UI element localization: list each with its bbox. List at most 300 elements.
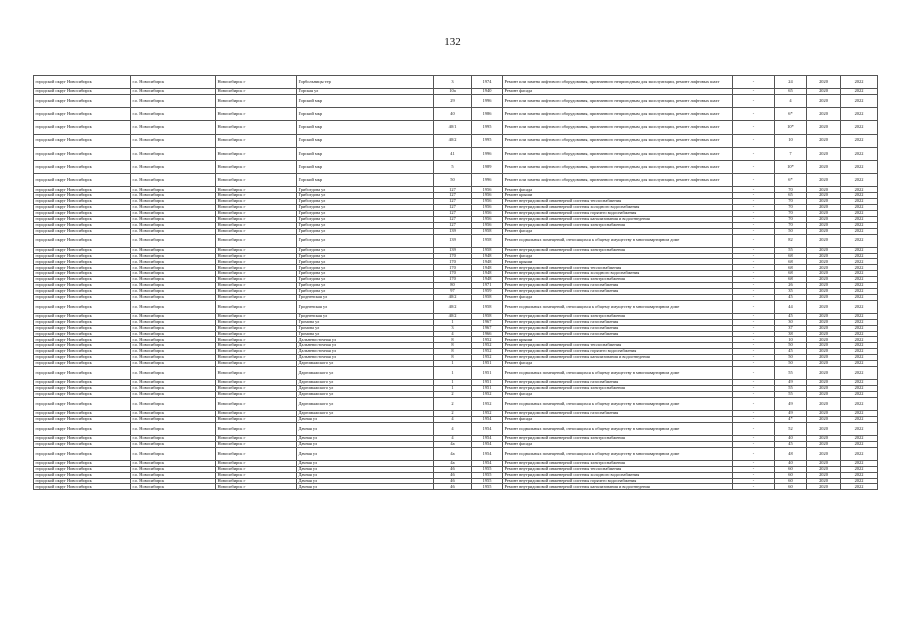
settlement-cell: Новосибирск г xyxy=(216,253,297,259)
start-year-cell: 2020 xyxy=(807,435,841,441)
start-year-cell: 2020 xyxy=(807,300,841,313)
dash-cell: - xyxy=(733,366,775,379)
dash-cell: - xyxy=(733,277,775,283)
work-type-cell: Ремонт фасада xyxy=(503,253,733,259)
end-year-cell: 2022 xyxy=(841,228,878,234)
street-cell: Дачная ул xyxy=(297,416,434,422)
work-type-cell: Ремонт внутридомовой инженерной системы теплоснабжения xyxy=(503,343,733,349)
build-year-cell: 1958 xyxy=(472,228,503,234)
municipality-cell: городской округ Новосибирск xyxy=(34,380,131,386)
wear-percent-cell: 10* xyxy=(775,121,807,134)
build-year-cell: 1954 xyxy=(472,460,503,466)
end-year-cell: 2022 xyxy=(841,216,878,222)
municipality-cell: городской округ Новосибирск xyxy=(34,466,131,472)
settlement-cell: Новосибирск г xyxy=(216,478,297,484)
wear-percent-cell: 30 xyxy=(775,319,807,325)
district-cell: г.о. Новосибирск xyxy=(131,161,216,174)
settlement-cell: Новосибирск г xyxy=(216,247,297,253)
street-cell: Гродненская ул xyxy=(297,300,434,313)
municipality-cell: городской округ Новосибирск xyxy=(34,441,131,447)
settlement-cell: Новосибирск г xyxy=(216,277,297,283)
municipality-cell: городской округ Новосибирск xyxy=(34,325,131,331)
dash-cell: - xyxy=(733,361,775,367)
house-number-cell: 139 xyxy=(434,247,472,253)
settlement-cell: Новосибирск г xyxy=(216,288,297,294)
municipality-cell: городской округ Новосибирск xyxy=(34,447,131,460)
start-year-cell: 2020 xyxy=(807,253,841,259)
dash-cell: - xyxy=(733,187,775,193)
dash-cell: - xyxy=(733,228,775,234)
settlement-cell: Новосибирск г xyxy=(216,416,297,422)
district-cell: г.о. Новосибирск xyxy=(131,422,216,435)
wear-percent-cell: 40 xyxy=(775,435,807,441)
house-number-cell: 8 xyxy=(434,337,472,343)
dash-cell: - xyxy=(733,313,775,319)
street-cell: Грибоедова ул xyxy=(297,259,434,265)
settlement-cell: Новосибирск г xyxy=(216,205,297,211)
district-cell: г.о. Новосибирск xyxy=(131,95,216,108)
street-cell: Грибоедова ул xyxy=(297,271,434,277)
work-type-cell: Ремонт или замена лифтового оборудования, признанного непригодным для эксплуатации, ремонт лифтовых шахт xyxy=(503,174,733,187)
house-number-cell: 46 xyxy=(434,472,472,478)
district-cell: г.о. Новосибирск xyxy=(131,397,216,410)
wear-percent-cell: 60 xyxy=(775,478,807,484)
end-year-cell: 2022 xyxy=(841,416,878,422)
dash-cell: - xyxy=(733,247,775,253)
end-year-cell: 2022 xyxy=(841,391,878,397)
municipality-cell: городской округ Новосибирск xyxy=(34,95,131,108)
district-cell: г.о. Новосибирск xyxy=(131,147,216,160)
street-cell: Даргомыжского ул xyxy=(297,386,434,392)
settlement-cell: Новосибирск г xyxy=(216,337,297,343)
settlement-cell: Новосибирск г xyxy=(216,331,297,337)
settlement-cell: Новосибирск г xyxy=(216,325,297,331)
work-type-cell: Ремонт фасада xyxy=(503,441,733,447)
end-year-cell: 2022 xyxy=(841,265,878,271)
house-number-cell: 1 xyxy=(434,386,472,392)
end-year-cell: 2022 xyxy=(841,300,878,313)
start-year-cell: 2020 xyxy=(807,147,841,160)
settlement-cell: Новосибирск г xyxy=(216,228,297,234)
municipality-cell: городской округ Новосибирск xyxy=(34,472,131,478)
street-cell: Даргомыжского ул xyxy=(297,366,434,379)
settlement-cell: Новосибирск г xyxy=(216,410,297,416)
wear-percent-cell: 60 xyxy=(775,484,807,490)
start-year-cell: 2020 xyxy=(807,466,841,472)
house-number-cell: 40/2 xyxy=(434,294,472,300)
work-type-cell: Ремонт внутридомовой инженерной системы холодного водоснабжения xyxy=(503,271,733,277)
work-type-cell: Ремонт крыши xyxy=(503,259,733,265)
work-type-cell: Ремонт подвальных помещений, относящихся к общему имуществу в многоквартирном доме xyxy=(503,300,733,313)
dash-cell: - xyxy=(733,441,775,447)
end-year-cell: 2022 xyxy=(841,478,878,484)
wear-percent-cell: 68 xyxy=(775,259,807,265)
start-year-cell: 2020 xyxy=(807,216,841,222)
settlement-cell: Новосибирск г xyxy=(216,95,297,108)
house-number-cell: 4а xyxy=(434,441,472,447)
dash-cell: - xyxy=(733,337,775,343)
wear-percent-cell: 55 xyxy=(775,247,807,253)
street-cell: Грибоедова ул xyxy=(297,199,434,205)
street-cell: Даргомыжского ул xyxy=(297,397,434,410)
wear-percent-cell: 26 xyxy=(775,283,807,289)
end-year-cell: 2022 xyxy=(841,205,878,211)
dash-cell: - xyxy=(733,294,775,300)
house-number-cell: 170 xyxy=(434,271,472,277)
house-number-cell: 4 xyxy=(434,416,472,422)
end-year-cell: 2022 xyxy=(841,199,878,205)
build-year-cell: 1989 xyxy=(472,161,503,174)
municipality-cell: городской округ Новосибирск xyxy=(34,484,131,490)
wear-percent-cell: 10 xyxy=(775,337,807,343)
district-cell: г.о. Новосибирск xyxy=(131,435,216,441)
settlement-cell: Новосибирск г xyxy=(216,355,297,361)
start-year-cell: 2020 xyxy=(807,416,841,422)
district-cell: г.о. Новосибирск xyxy=(131,193,216,199)
dash-cell: - xyxy=(733,478,775,484)
start-year-cell: 2020 xyxy=(807,366,841,379)
settlement-cell: Новосибирск г xyxy=(216,466,297,472)
street-cell: Дачная ул xyxy=(297,435,434,441)
dash-cell: - xyxy=(733,265,775,271)
district-cell: г.о. Новосибирск xyxy=(131,478,216,484)
house-number-cell: 139 xyxy=(434,234,472,247)
build-year-cell: 1940 xyxy=(472,89,503,95)
wear-percent-cell: 68 xyxy=(775,253,807,259)
wear-percent-cell: 70 xyxy=(775,216,807,222)
street-cell: Даргомыжского ул xyxy=(297,410,434,416)
start-year-cell: 2020 xyxy=(807,343,841,349)
work-type-cell: Ремонт внутридомовой инженерной системы канализования и водоотведения xyxy=(503,216,733,222)
municipality-cell: городской округ Новосибирск xyxy=(34,253,131,259)
end-year-cell: 2022 xyxy=(841,95,878,108)
wear-percent-cell: 4* xyxy=(775,416,807,422)
end-year-cell: 2022 xyxy=(841,466,878,472)
municipality-cell: городской округ Новосибирск xyxy=(34,187,131,193)
wear-percent-cell: 50 xyxy=(775,355,807,361)
end-year-cell: 2022 xyxy=(841,193,878,199)
house-number-cell: 170 xyxy=(434,259,472,265)
wear-percent-cell: 10* xyxy=(775,161,807,174)
municipality-cell: городской округ Новосибирск xyxy=(34,435,131,441)
district-cell: г.о. Новосибирск xyxy=(131,121,216,134)
table-body xyxy=(34,76,878,490)
table-row xyxy=(34,121,878,134)
municipality-cell: городской округ Новосибирск xyxy=(34,355,131,361)
build-year-cell: 1952 xyxy=(472,343,503,349)
street-cell: Горский мкр xyxy=(297,134,434,147)
build-year-cell: 1958 xyxy=(472,247,503,253)
house-number-cell: 1 xyxy=(434,361,472,367)
end-year-cell: 2022 xyxy=(841,288,878,294)
work-type-cell: Ремонт подвальных помещений, относящихся к общему имуществу в многоквартирном доме xyxy=(503,397,733,410)
municipality-cell: городской округ Новосибирск xyxy=(34,216,131,222)
build-year-cell: 1948 xyxy=(472,259,503,265)
end-year-cell: 2022 xyxy=(841,210,878,216)
district-cell: г.о. Новосибирск xyxy=(131,199,216,205)
municipality-cell: городской округ Новосибирск xyxy=(34,410,131,416)
wear-percent-cell: 55 xyxy=(775,366,807,379)
district-cell: г.о. Новосибирск xyxy=(131,277,216,283)
street-cell: Дачная ул xyxy=(297,447,434,460)
dash-cell: - xyxy=(733,89,775,95)
district-cell: г.о. Новосибирск xyxy=(131,410,216,416)
build-year-cell: 1958 xyxy=(472,300,503,313)
dash-cell: - xyxy=(733,205,775,211)
table-row xyxy=(34,134,878,147)
table-row xyxy=(34,422,878,435)
table-row xyxy=(34,366,878,379)
street-cell: Горский мкр xyxy=(297,161,434,174)
street-cell: Горбольницы тер xyxy=(297,76,434,89)
house-number-cell: 80 xyxy=(434,283,472,289)
start-year-cell: 2020 xyxy=(807,313,841,319)
wear-percent-cell: 68 xyxy=(775,265,807,271)
street-cell: Дачная ул xyxy=(297,478,434,484)
end-year-cell: 2022 xyxy=(841,380,878,386)
work-type-cell: Ремонт внутридомовой инженерной системы холодного водоснабжения xyxy=(503,472,733,478)
district-cell: г.о. Новосибирск xyxy=(131,331,216,337)
street-cell: Горская ул xyxy=(297,89,434,95)
start-year-cell: 2020 xyxy=(807,319,841,325)
street-cell: Дачная ул xyxy=(297,441,434,447)
district-cell: г.о. Новосибирск xyxy=(131,391,216,397)
table-row xyxy=(34,147,878,160)
wear-percent-cell: 55 xyxy=(775,391,807,397)
dash-cell: - xyxy=(733,121,775,134)
dash-cell: - xyxy=(733,134,775,147)
settlement-cell: Новосибирск г xyxy=(216,349,297,355)
house-number-cell: 46 xyxy=(434,484,472,490)
build-year-cell: 1974 xyxy=(472,76,503,89)
start-year-cell: 2020 xyxy=(807,484,841,490)
district-cell: г.о. Новосибирск xyxy=(131,343,216,349)
work-type-cell: Ремонт или замена лифтового оборудования, признанного непригодным для эксплуатации, ремонт лифтовых шахт xyxy=(503,108,733,121)
dash-cell: - xyxy=(733,484,775,490)
street-cell: Громова ул xyxy=(297,319,434,325)
end-year-cell: 2022 xyxy=(841,447,878,460)
table-row xyxy=(34,447,878,460)
build-year-cell: 1954 xyxy=(472,441,503,447)
end-year-cell: 2022 xyxy=(841,108,878,121)
build-year-cell: 1954 xyxy=(472,435,503,441)
house-number-cell: 139 xyxy=(434,228,472,234)
street-cell: Дальневосточная ул xyxy=(297,349,434,355)
build-year-cell: 1996 xyxy=(472,95,503,108)
start-year-cell: 2020 xyxy=(807,121,841,134)
settlement-cell: Новосибирск г xyxy=(216,199,297,205)
district-cell: г.о. Новосибирск xyxy=(131,259,216,265)
wear-percent-cell: 60 xyxy=(775,466,807,472)
house-number-cell: 40 xyxy=(434,108,472,121)
start-year-cell: 2020 xyxy=(807,134,841,147)
work-type-cell: Ремонт внутридомовой инженерной системы электроснабжения xyxy=(503,386,733,392)
start-year-cell: 2020 xyxy=(807,247,841,253)
house-number-cell: 127 xyxy=(434,187,472,193)
wear-percent-cell: 48 xyxy=(775,447,807,460)
street-cell: Дачная ул xyxy=(297,472,434,478)
municipality-cell: городской округ Новосибирск xyxy=(34,386,131,392)
dash-cell: - xyxy=(733,161,775,174)
house-number-cell: 170 xyxy=(434,265,472,271)
district-cell: г.о. Новосибирск xyxy=(131,234,216,247)
end-year-cell: 2022 xyxy=(841,366,878,379)
build-year-cell: 1956 xyxy=(472,187,503,193)
house-number-cell: 97 xyxy=(434,288,472,294)
build-year-cell: 1952 xyxy=(472,355,503,361)
house-number-cell: 2 xyxy=(434,391,472,397)
settlement-cell: Новосибирск г xyxy=(216,472,297,478)
build-year-cell: 1971 xyxy=(472,283,503,289)
start-year-cell: 2020 xyxy=(807,386,841,392)
work-type-cell: Ремонт внутридомовой инженерной системы газоснабжения xyxy=(503,288,733,294)
start-year-cell: 2020 xyxy=(807,380,841,386)
district-cell: г.о. Новосибирск xyxy=(131,76,216,89)
dash-cell: - xyxy=(733,76,775,89)
settlement-cell: Новосибирск г xyxy=(216,294,297,300)
dash-cell: - xyxy=(733,222,775,228)
dash-cell: - xyxy=(733,319,775,325)
settlement-cell: Новосибирск г xyxy=(216,343,297,349)
house-number-cell: 4 xyxy=(434,435,472,441)
settlement-cell: Новосибирск г xyxy=(216,422,297,435)
wear-percent-cell: 45 xyxy=(775,313,807,319)
work-type-cell: Ремонт внутридомовой инженерной системы горячего водоснабжения xyxy=(503,349,733,355)
build-year-cell: 1952 xyxy=(472,410,503,416)
settlement-cell: Новосибирск г xyxy=(216,193,297,199)
district-cell: г.о. Новосибирск xyxy=(131,325,216,331)
municipality-cell: городской округ Новосибирск xyxy=(34,277,131,283)
wear-percent-cell: 82 xyxy=(775,234,807,247)
start-year-cell: 2020 xyxy=(807,161,841,174)
municipality-cell: городской округ Новосибирск xyxy=(34,319,131,325)
start-year-cell: 2020 xyxy=(807,472,841,478)
work-type-cell: Ремонт внутридомовой инженерной системы теплоснабжения xyxy=(503,265,733,271)
district-cell: г.о. Новосибирск xyxy=(131,466,216,472)
work-type-cell: Ремонт внутридомовой инженерной системы канализования и водоотведения xyxy=(503,355,733,361)
settlement-cell: Новосибирск г xyxy=(216,234,297,247)
dash-cell: - xyxy=(733,199,775,205)
end-year-cell: 2022 xyxy=(841,386,878,392)
house-number-cell: 127 xyxy=(434,193,472,199)
build-year-cell: 1954 xyxy=(472,416,503,422)
house-number-cell: 40/2 xyxy=(434,300,472,313)
start-year-cell: 2020 xyxy=(807,331,841,337)
end-year-cell: 2022 xyxy=(841,174,878,187)
dash-cell: - xyxy=(733,331,775,337)
settlement-cell: Новосибирск г xyxy=(216,134,297,147)
district-cell: г.о. Новосибирск xyxy=(131,416,216,422)
house-number-cell: 29 xyxy=(434,95,472,108)
district-cell: г.о. Новосибирск xyxy=(131,228,216,234)
municipality-cell: городской округ Новосибирск xyxy=(34,247,131,253)
district-cell: г.о. Новосибирск xyxy=(131,187,216,193)
build-year-cell: 1958 xyxy=(472,294,503,300)
dash-cell: - xyxy=(733,422,775,435)
municipality-cell: городской округ Новосибирск xyxy=(34,108,131,121)
wear-percent-cell: 68 xyxy=(775,271,807,277)
house-number-cell: 127 xyxy=(434,199,472,205)
settlement-cell: Новосибирск г xyxy=(216,441,297,447)
wear-percent-cell: 60 xyxy=(775,472,807,478)
wear-percent-cell: 44 xyxy=(775,300,807,313)
municipality-cell: городской округ Новосибирск xyxy=(34,288,131,294)
end-year-cell: 2022 xyxy=(841,253,878,259)
wear-percent-cell: 49 xyxy=(775,380,807,386)
dash-cell: - xyxy=(733,271,775,277)
house-number-cell: 3 xyxy=(434,76,472,89)
start-year-cell: 2020 xyxy=(807,187,841,193)
street-cell: Дальневосточная ул xyxy=(297,355,434,361)
end-year-cell: 2022 xyxy=(841,283,878,289)
start-year-cell: 2020 xyxy=(807,205,841,211)
build-year-cell: 1951 xyxy=(472,361,503,367)
settlement-cell: Новосибирск г xyxy=(216,484,297,490)
street-cell: Дачная ул xyxy=(297,484,434,490)
municipality-cell: городской округ Новосибирск xyxy=(34,391,131,397)
municipality-cell: городской округ Новосибирск xyxy=(34,205,131,211)
wear-percent-cell: 52 xyxy=(775,422,807,435)
build-year-cell: 1956 xyxy=(472,210,503,216)
municipality-cell: городской округ Новосибирск xyxy=(34,349,131,355)
house-number-cell: 41 xyxy=(434,147,472,160)
street-cell: Грибоедова ул xyxy=(297,216,434,222)
municipality-cell: городской округ Новосибирск xyxy=(34,294,131,300)
dash-cell: - xyxy=(733,288,775,294)
work-type-cell: Ремонт подвальных помещений, относящихся к общему имуществу в многоквартирном доме xyxy=(503,234,733,247)
dash-cell: - xyxy=(733,147,775,160)
street-cell: Грибоедова ул xyxy=(297,247,434,253)
work-type-cell: Ремонт или замена лифтового оборудования, признанного непригодным для эксплуатации, ремонт лифтовых шахт xyxy=(503,95,733,108)
build-year-cell: 1956 xyxy=(472,199,503,205)
work-type-cell: Ремонт или замена лифтового оборудования, признанного непригодным для эксплуатации, ремонт лифтовых шахт xyxy=(503,76,733,89)
build-year-cell: 1966 xyxy=(472,331,503,337)
settlement-cell: Новосибирск г xyxy=(216,447,297,460)
work-type-cell: Ремонт фасада xyxy=(503,187,733,193)
work-type-cell: Ремонт подвальных помещений, относящихся к общему имуществу в многоквартирном доме xyxy=(503,422,733,435)
district-cell: г.о. Новосибирск xyxy=(131,319,216,325)
end-year-cell: 2022 xyxy=(841,89,878,95)
wear-percent-cell: 70 xyxy=(775,210,807,216)
dash-cell: - xyxy=(733,466,775,472)
build-year-cell: 1967 xyxy=(472,325,503,331)
wear-percent-cell: 45 xyxy=(775,441,807,447)
table-row xyxy=(34,300,878,313)
municipality-cell: городской округ Новосибирск xyxy=(34,331,131,337)
dash-cell: - xyxy=(733,435,775,441)
work-type-cell: Ремонт или замена лифтового оборудования, признанного непригодным для эксплуатации, ремонт лифтовых шахт xyxy=(503,161,733,174)
street-cell: Грибоедова ул xyxy=(297,205,434,211)
street-cell: Грибоедова ул xyxy=(297,288,434,294)
start-year-cell: 2020 xyxy=(807,349,841,355)
work-type-cell: Ремонт внутридомовой инженерной системы газоснабжения xyxy=(503,410,733,416)
wear-percent-cell: 40 xyxy=(775,460,807,466)
build-year-cell: 1995 xyxy=(472,121,503,134)
wear-percent-cell: 50 xyxy=(775,228,807,234)
house-number-cell: 2 xyxy=(434,410,472,416)
start-year-cell: 2020 xyxy=(807,447,841,460)
municipality-cell: городской округ Новосибирск xyxy=(34,210,131,216)
settlement-cell: Новосибирск г xyxy=(216,386,297,392)
end-year-cell: 2022 xyxy=(841,349,878,355)
build-year-cell: 1951 xyxy=(472,366,503,379)
table-row xyxy=(34,161,878,174)
build-year-cell: 1967 xyxy=(472,319,503,325)
start-year-cell: 2020 xyxy=(807,355,841,361)
dash-cell: - xyxy=(733,300,775,313)
house-number-cell: 46 xyxy=(434,466,472,472)
wear-percent-cell: 6* xyxy=(775,108,807,121)
